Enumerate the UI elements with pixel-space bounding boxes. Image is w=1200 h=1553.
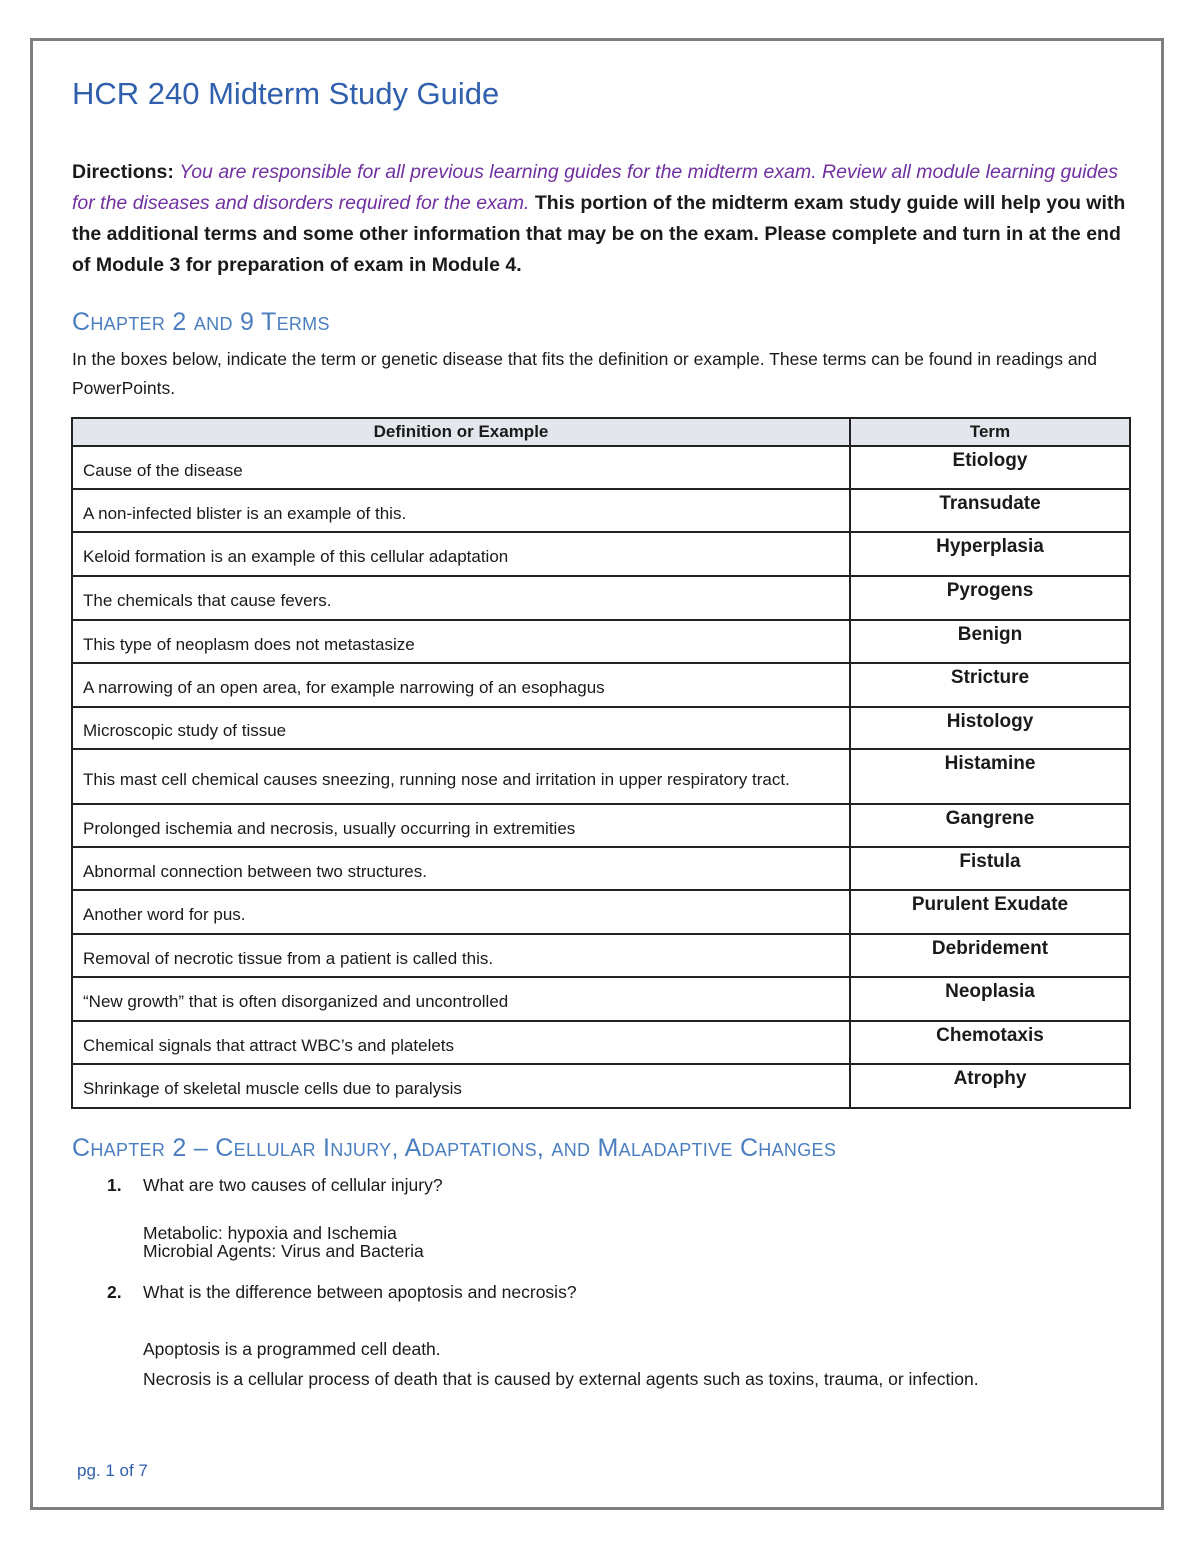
definition-cell: This mast cell chemical causes sneezing, running nose and irritation in upper respiratory tract. bbox=[72, 749, 850, 804]
directions-rest-text: This portion of the midterm exam study guide will help you with the additional terms and some other information that may be on the exam. Please complete and turn in at the end of Module 3 for preparation of exam in Module 4. bbox=[72, 192, 1126, 276]
question-1 bbox=[107, 1175, 443, 1196]
table-row bbox=[72, 663, 1130, 707]
table-row bbox=[72, 707, 1130, 749]
definition-cell: Microscopic study of tissue bbox=[72, 707, 850, 749]
table-row bbox=[72, 804, 1130, 847]
term-cell: Hyperplasia bbox=[850, 532, 1130, 576]
table-row bbox=[72, 576, 1130, 620]
term-cell: Pyrogens bbox=[850, 576, 1130, 620]
directions-italic-text: You are responsible for all previous learning guides for the midterm exam. Review all module learning guides for the diseases and disorders required for the exam. bbox=[72, 161, 1118, 214]
answer-line: Necrosis is a cellular process of death that is caused by external agents such as toxins, trauma, or infection. bbox=[143, 1369, 979, 1389]
definition-cell: Keloid formation is an example of this cellular adaptation bbox=[72, 532, 850, 576]
definition-cell: Chemical signals that attract WBC’s and platelets bbox=[72, 1021, 850, 1064]
definition-cell: Shrinkage of skeletal muscle cells due to paralysis bbox=[72, 1064, 850, 1108]
section-heading-terms: Chapter 2 and 9 Terms bbox=[72, 308, 330, 336]
definition-cell: The chemicals that cause fevers. bbox=[72, 576, 850, 620]
term-cell: Histology bbox=[850, 707, 1130, 749]
term-cell: Benign bbox=[850, 620, 1130, 663]
definition-cell: Removal of necrotic tissue from a patient is called this. bbox=[72, 934, 850, 977]
table-row bbox=[72, 934, 1130, 977]
question-number: 1. bbox=[107, 1175, 122, 1195]
term-cell: Purulent Exudate bbox=[850, 890, 1130, 934]
page-title: HCR 240 Midterm Study Guide bbox=[72, 76, 500, 111]
question-text: What is the difference between apoptosis and necrosis? bbox=[143, 1282, 577, 1302]
answer-1 bbox=[143, 1224, 424, 1260]
term-cell: Stricture bbox=[850, 663, 1130, 707]
page-number: pg. 1 of 7 bbox=[77, 1461, 148, 1480]
answer-2 bbox=[143, 1334, 979, 1394]
column-header-term: Term bbox=[850, 418, 1130, 446]
table-header-row bbox=[72, 418, 1130, 446]
definition-cell: Prolonged ischemia and necrosis, usually occurring in extremities bbox=[72, 804, 850, 847]
answer-line: Microbial Agents: Virus and Bacteria bbox=[143, 1241, 424, 1261]
term-cell: Histamine bbox=[850, 749, 1130, 804]
table-row bbox=[72, 532, 1130, 576]
question-2 bbox=[107, 1282, 577, 1303]
directions-label: Directions: bbox=[72, 161, 174, 183]
definition-cell: This type of neoplasm does not metastasize bbox=[72, 620, 850, 663]
definition-cell: Cause of the disease bbox=[72, 446, 850, 489]
table-row bbox=[72, 1064, 1130, 1108]
term-cell: Debridement bbox=[850, 934, 1130, 977]
definition-cell: A narrowing of an open area, for example narrowing of an esophagus bbox=[72, 663, 850, 707]
table-row bbox=[72, 749, 1130, 804]
terms-table bbox=[71, 417, 1131, 1109]
directions-paragraph bbox=[72, 157, 1132, 281]
table-row bbox=[72, 1021, 1130, 1064]
definition-cell: “New growth” that is often disorganized and uncontrolled bbox=[72, 977, 850, 1021]
column-header-definition: Definition or Example bbox=[72, 418, 850, 446]
term-cell: Gangrene bbox=[850, 804, 1130, 847]
question-text: What are two causes of cellular injury? bbox=[143, 1175, 443, 1195]
table-row bbox=[72, 847, 1130, 890]
section-heading-chapter2: Chapter 2 – Cellular Injury, Adaptations, and Maladaptive Changes bbox=[72, 1134, 837, 1162]
term-cell: Atrophy bbox=[850, 1064, 1130, 1108]
definition-cell: Abnormal connection between two structures. bbox=[72, 847, 850, 890]
table-row bbox=[72, 977, 1130, 1021]
question-number: 2. bbox=[107, 1282, 122, 1302]
term-cell: Neoplasia bbox=[850, 977, 1130, 1021]
term-cell: Chemotaxis bbox=[850, 1021, 1130, 1064]
table-row bbox=[72, 446, 1130, 489]
definition-cell: A non-infected blister is an example of this. bbox=[72, 489, 850, 532]
table-row bbox=[72, 620, 1130, 663]
definition-cell: Another word for pus. bbox=[72, 890, 850, 934]
table-row bbox=[72, 890, 1130, 934]
term-cell: Transudate bbox=[850, 489, 1130, 532]
table-row bbox=[72, 489, 1130, 532]
term-cell: Fistula bbox=[850, 847, 1130, 890]
terms-instructions: In the boxes below, indicate the term or genetic disease that fits the definition or example. These terms can be found in readings and PowerPoints. bbox=[72, 349, 1098, 398]
term-cell: Etiology bbox=[850, 446, 1130, 489]
answer-line: Apoptosis is a programmed cell death. bbox=[143, 1339, 441, 1359]
answer-line: Metabolic: hypoxia and Ischemia bbox=[143, 1223, 397, 1243]
